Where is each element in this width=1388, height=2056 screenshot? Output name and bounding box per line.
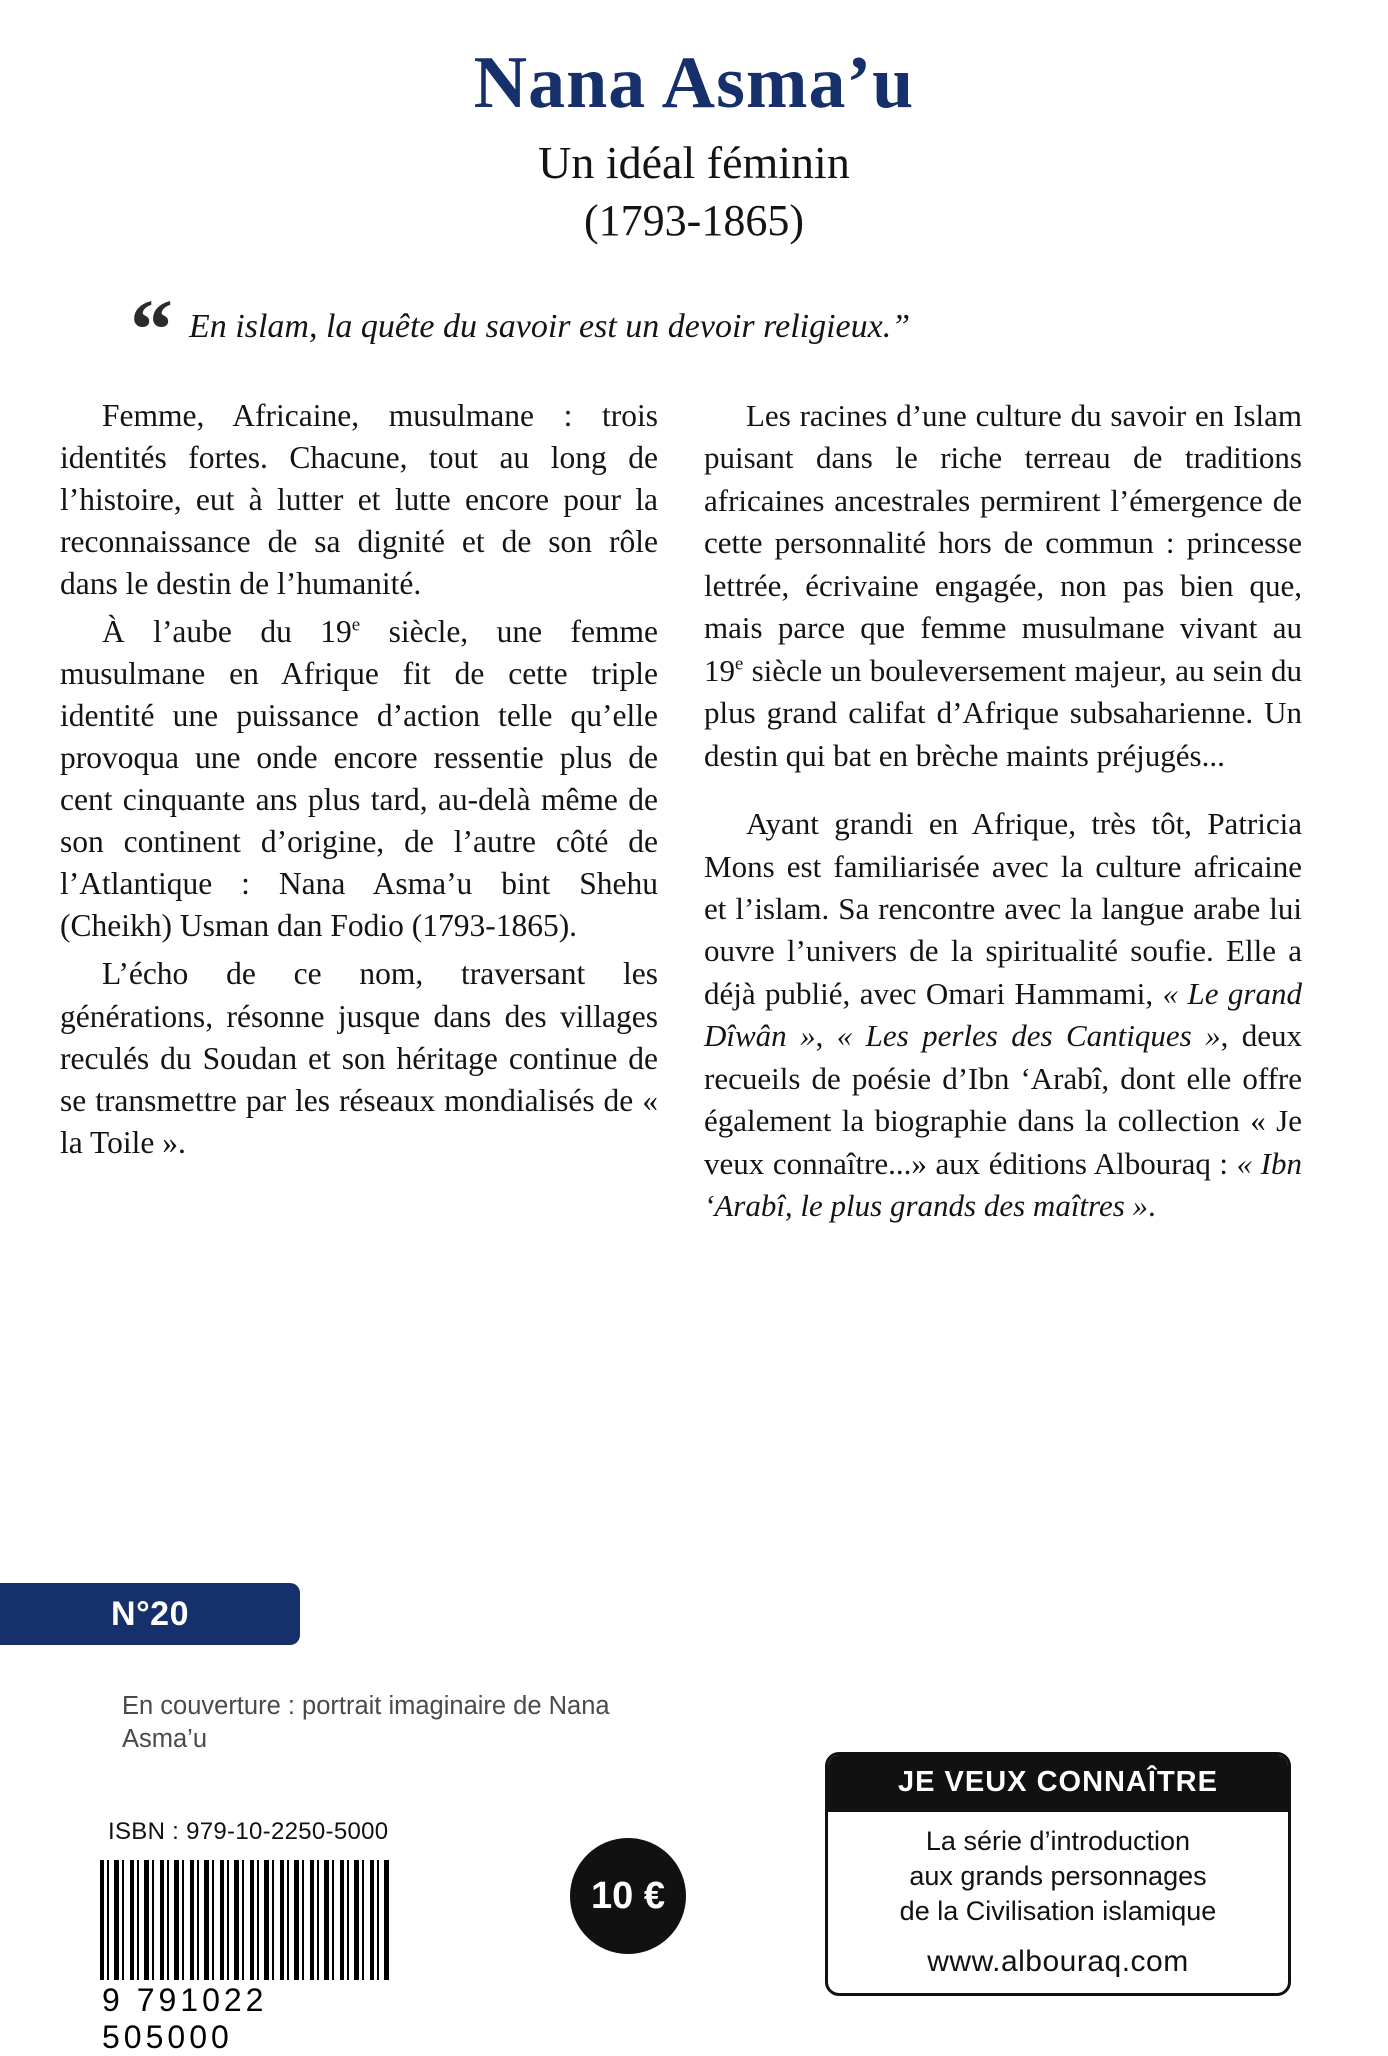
paragraph: À l’aube du 19e siècle, une femme musulmane en Afrique fit de cette triple identité une puissance d’action telle qu’elle provoqua une onde encore ressentie plus de cent cinquante ans plus tard, au-delà même de son continent d’origine, de l’autre côté de l’Atlantique : Nana Asma’u bint Shehu (Cheikh) Usman dan Fodio (1793-1865). — [60, 614, 658, 944]
page-subtitle: Un idéal féminin — [538, 137, 850, 189]
barcode-bars-icon — [100, 1860, 390, 1980]
price-badge: 10 € — [570, 1838, 686, 1954]
publisher-website-link[interactable]: www.albouraq.com — [927, 1945, 1189, 1979]
quote-mark-icon: “ — [130, 280, 173, 377]
collection-box — [825, 1752, 1291, 1996]
collection-line-1: La série d’introduction — [925, 1826, 1191, 1856]
paragraph: Les racines d’une culture du savoir en Islam puisant dans le riche terreau de traditions africaines ancestrales permirent l’émergence de cette personnalité hors de commun : princesse lettrée, écrivaine engagée, non pas bien que, mais parce que femme musulmane vivant au 19e siècle un bouleversement majeur, au sein du plus grand califat d’Afrique subsaharienne. Un destin qui bat en brèche maints préjugés... — [704, 397, 1302, 773]
body-columns — [60, 395, 1328, 1234]
author-bio-paragraph: Ayant grandi en Afrique, très tôt, Patricia Mons est familiarisée avec la culture africaine et l’islam. Sa rencontre avec la langue arabe lui ouvre l’univers de la spiritualité soufie. Elle a déjà publié, avec Omari Hammami, « Le grand Dîwân », « Les perles des Cantiques », deux recueils de poésie d’Ibn ‘Arabî, dont elle offre également la biographie dans la collection « Je veux connaître...» aux éditions Albouraq : « Ibn ‘Arabî, le plus grands des maîtres ». — [704, 806, 1302, 1224]
left-column — [60, 395, 658, 1234]
pull-quote — [60, 280, 1328, 377]
collection-line-2: aux grands personnages — [909, 1861, 1207, 1892]
page-title: Nana Asma’u — [473, 42, 915, 124]
collection-description — [828, 1812, 1288, 1943]
collection-title: JE VEUX CONNAÎTRE — [828, 1755, 1288, 1812]
series-number-badge: N°20 — [0, 1583, 300, 1645]
paragraph: L’écho de ce nom, traversant les générations, résonne jusque dans des villages reculés du Soudan et son héritage continue de se transmettre par les réseaux mondialisés de « la Toile ». — [60, 956, 658, 1160]
isbn-text: ISBN : 979-10-2250-5000 — [108, 1818, 389, 1845]
barcode — [100, 1860, 390, 2056]
right-column — [704, 395, 1302, 1234]
title-block — [60, 0, 1328, 247]
paragraph: Femme, Africaine, musulmane : trois identités fortes. Chacune, tout au long de l’histoire, eut à lutter et lutte encore pour la reconnaissance de sa dignité et de son rôle dans le destin de l’humanité. — [60, 397, 658, 602]
quote-text: En islam, la quête du savoir est un devoir religieux.” — [189, 307, 911, 345]
life-dates: (1793-1865) — [584, 196, 804, 246]
cover-credit-note: En couverture : portrait imaginaire de Nana Asma’u — [122, 1692, 610, 1754]
barcode-digits: 9 791022 505000 — [102, 1982, 268, 2055]
collection-line-3: de la Civilisation islamique — [899, 1896, 1217, 1927]
